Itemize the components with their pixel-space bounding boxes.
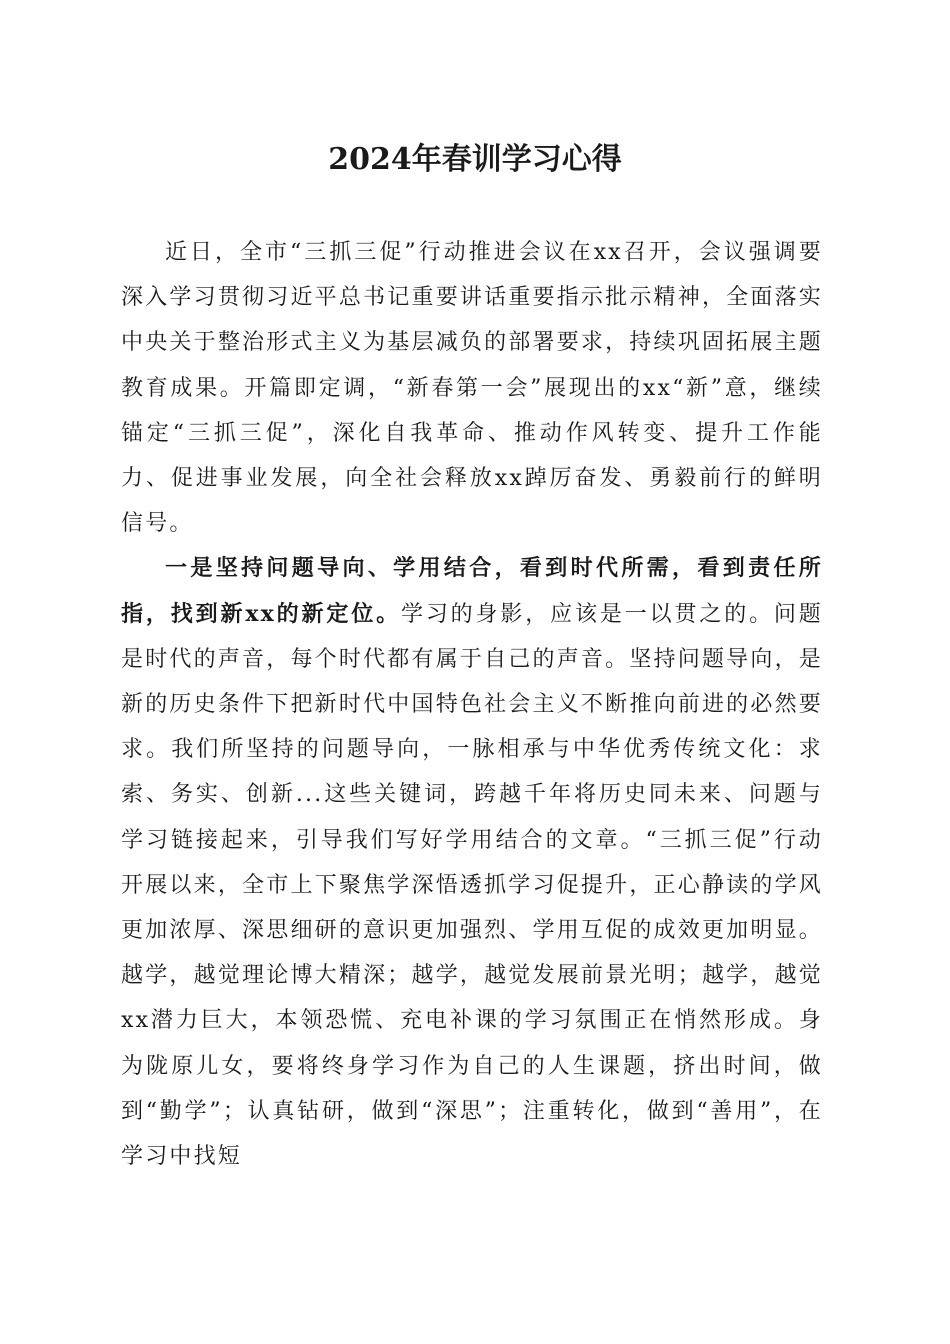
document-body	[121, 230, 823, 1179]
paragraph-intro	[121, 230, 823, 546]
paragraph-lead-sentence: 一是坚持问题导向、学用结合，看到时代所需，看到责任所指，找到新xx的新定位。	[121, 555, 823, 627]
document-title: 2024年春训学习心得	[328, 142, 622, 177]
paragraph-point-one	[121, 546, 823, 1179]
paragraph-text: 学习的身影，应该是一以贯之的。问题是时代的声音，每个时代都有属于自己的声音。坚持问题导向，是新的历史条件下把新时代中国特色社会主义不断推向前进的必然要求。我们所坚持的问题导向，一脉相承与中华优秀传统文化：求索、务实、创新...这些关键词，跨越千年将历史同未来、问题与学习链接起来，引导我们写好学用结合的文章。“三抓三促”行动开展以来，全市上下聚焦学深悟透抓学习促提升，正心静读的学风更加浓厚、深思细研的意识更加强烈、学用互促的成效更加明显。越学，越觉理论博大精深；越学，越觉发展前景光明；越学，越觉xx潜力巨大，本领恐慌、充电补课的学习氛围正在悄然形成。身为陇原儿女，要将终身学习作为自己的人生课题，挤出时间，做到“勤学”；认真钻研，做到“深思”；注重转化，做到“善用”，在学习中找短	[121, 601, 823, 1170]
paragraph-text: 近日，全市“三抓三促”行动推进会议在xx召开，会议强调要深入学习贯彻习近平总书记重要讲话重要指示批示精神，全面落实中央关于整治形式主义为基层减负的部署要求，持续巩固拓展主题教育成果。开篇即定调，“新春第一会”展现出的xx“新”意，继续锚定“三抓三促”，深化自我革命、推动作风转变、提升工作能力、促进事业发展，向全社会释放xx踔厉奋发、勇毅前行的鲜明信号。	[121, 240, 823, 537]
